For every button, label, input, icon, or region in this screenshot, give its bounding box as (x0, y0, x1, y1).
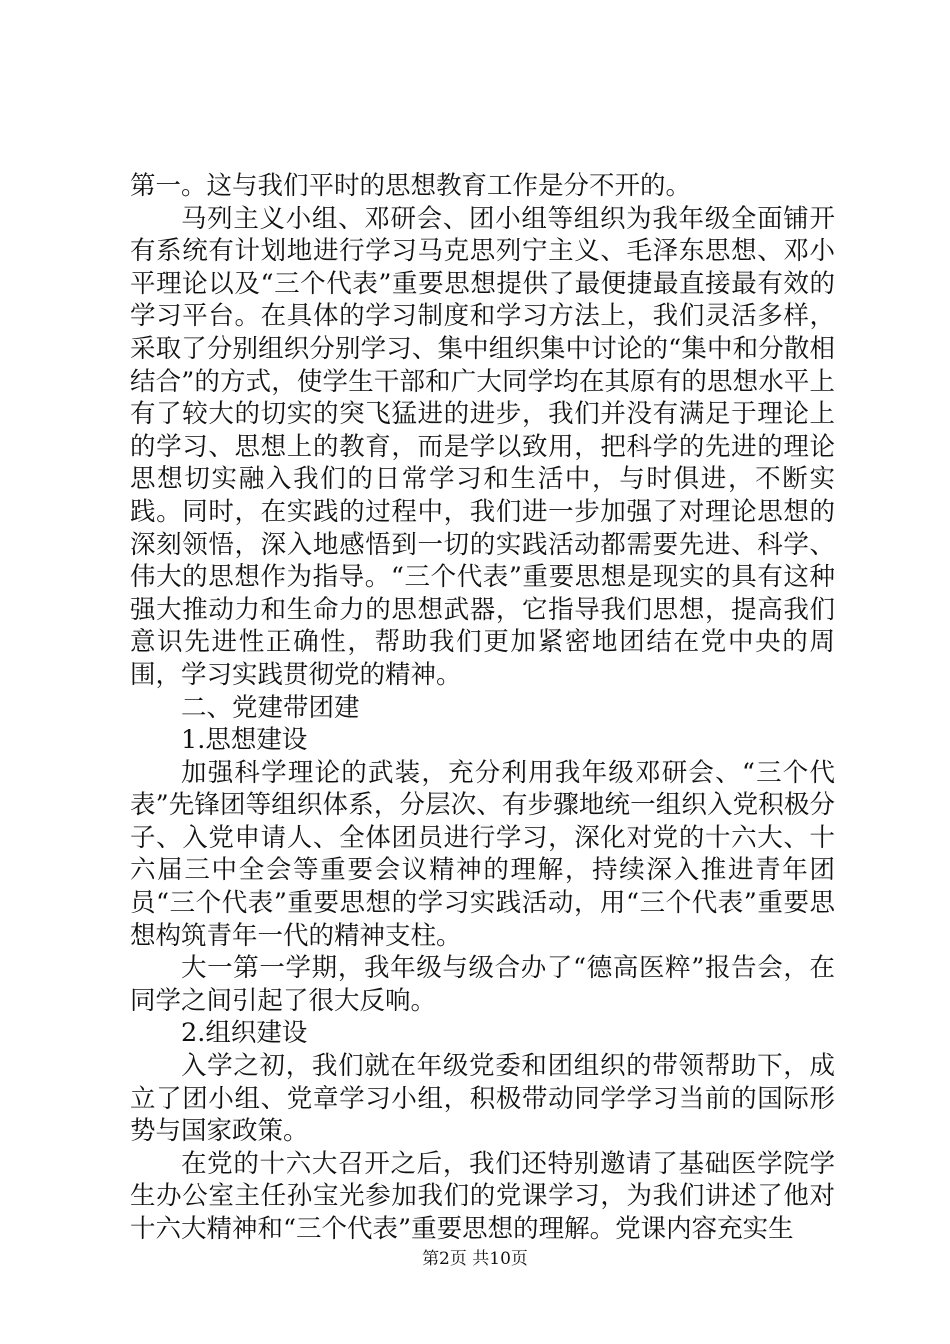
document-body (130, 170, 835, 1246)
subheading-organizational-building: 2.组织建设 (181, 1018, 308, 1049)
section-heading-party-building: 二、党建带团建 (181, 692, 360, 723)
paragraph-2: 马列主义小组、邓研会、团小组等组织为我年级全面铺开有系统有计划地进行学习马克思列宁主义、毛泽东思想、邓小平理论以及“三个代表”重要思想提供了最便捷最直接最有效的学习平台。在具体的学习制度和学习方法上，我们灵活多样，采取了分别组织分别学习、集中组织集中讨论的“集中和分散相结合”的方式，使学生干部和广大同学均在其原有的思想水平上有了较大的切实的突飞猛进的进步，我们并没有满足于理论上的学习、思想上的教育，而是学以致用，把科学的先进的理论思想切实融入我们的日常学习和生活中，与时俱进，不断实践。同时，在实践的过程中，我们进一步加强了对理论思想的深刻领悟，深入地感悟到一切的实践活动都需要先进、科学、伟大的思想作为指导。“三个代表”重要思想是现实的具有这种强大推动力和生命力的思想武器，它指导我们思想，提高我们意识先进性正确性，帮助我们更加紧密地团结在党中央的周围，学习实践贯彻党的精神。 (130, 203, 835, 690)
subheading-ideological-building: 1.思想建设 (181, 725, 308, 756)
paragraph-1: 第一。这与我们平时的思想教育工作是分不开的。 (130, 171, 692, 201)
paragraph-5: 入学之初，我们就在年级党委和团组织的带领帮助下，成立了团小组、党章学习小组，积极带动同学学习当前的国际形势与国家政策。 (130, 1051, 835, 1147)
paragraph-6: 在党的十六大召开之后，我们还特别邀请了基础医学院学生办公室主任孙宝光参加我们的党课学习，为我们讲述了他对十六大精神和“三个代表”重要思想的理解。党课内容充实生 (130, 1148, 835, 1244)
page-number: 第2页 共10页 (422, 1249, 528, 1269)
page-footer (0, 1244, 950, 1269)
paragraph-4: 大一第一学期，我年级与级合办了“德高医粹”报告会，在同学之间引起了很大反响。 (130, 953, 835, 1016)
paragraph-3: 加强科学理论的武装，充分利用我年级邓研会、“三个代表”先锋团等组织体系，分层次、有步骤地统一组织入党积极分子、入党申请人、全体团员进行学习，深化对党的十六大、十六届三中全会等重要会议精神的理解，持续深入推进青年团员“三个代表”重要思想的学习实践活动，用“三个代表”重要思想构筑青年一代的精神支柱。 (130, 757, 835, 951)
